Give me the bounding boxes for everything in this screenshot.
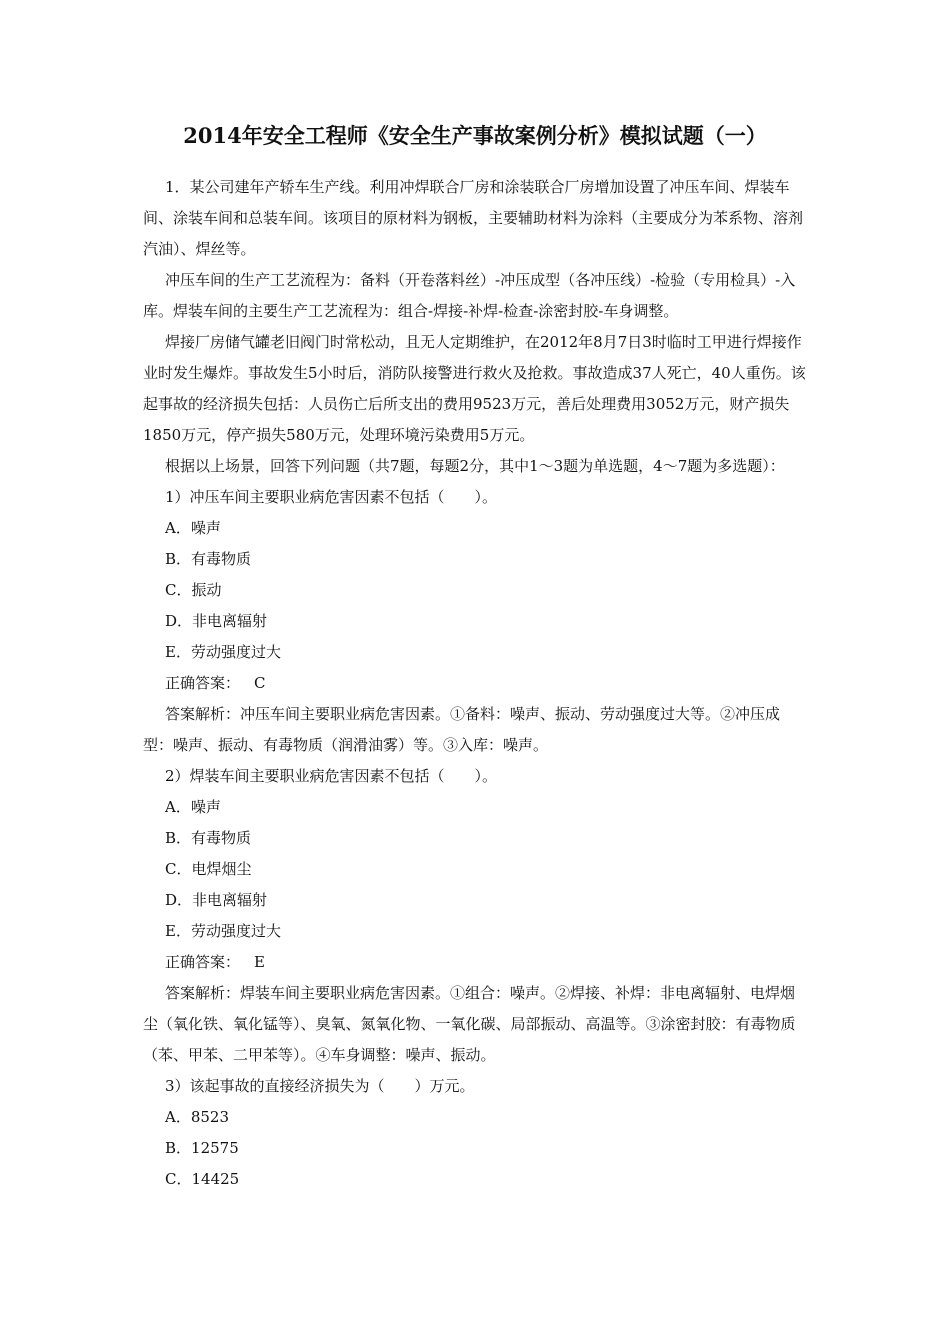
question-stem: 2）焊装车间主要职业病危害因素不包括（ ）。 bbox=[165, 767, 498, 785]
option-item: A．噪声 bbox=[165, 798, 221, 816]
answer-value: C bbox=[254, 674, 266, 692]
option-item: E．劳动强度过大 bbox=[165, 643, 281, 661]
scenario-paragraph: 焊接厂房储气罐老旧阀门时常松动，且无人定期维护，在2012年8月7日3时临时工甲进行焊接作业时发生爆炸。事故发生5小时后，消防队接警进行救火及抢救。事故造成37人死亡，40人重伤。该起事故的经济损失包括：人员伤亡后所支出的费用9523万元，善后处理费用3052万元，财产损失1850万元，停产损失580万元，处理环境污染费用5万元。 bbox=[143, 333, 806, 444]
option-item: C．电焊烟尘 bbox=[165, 860, 252, 878]
option-item: B．有毒物质 bbox=[165, 829, 252, 847]
answer-value: E bbox=[254, 953, 265, 971]
document-title: 2014年安全工程师《安全生产事故案例分析》模拟试题（一） bbox=[183, 123, 767, 148]
instruction-paragraph: 根据以上场景，回答下列问题（共7题，每题2分，其中1～3题为单选题，4～7题为多选题）： bbox=[165, 457, 785, 475]
document-body bbox=[143, 172, 808, 1195]
option-item: A．8523 bbox=[165, 1108, 230, 1126]
option-item: A．噪声 bbox=[165, 519, 221, 537]
scenario-paragraph: 冲压车间的生产工艺流程为：备料（开卷落料丝）-冲压成型（各冲压线）-检验（专用检具）-入库。焊装车间的主要生产工艺流程为：组合-焊接-补焊-检查-涂密封胶-车身调整。 bbox=[143, 271, 796, 320]
answer-label: 正确答案： bbox=[165, 674, 241, 692]
option-item: D．非电离辐射 bbox=[165, 891, 268, 909]
option-item: B．有毒物质 bbox=[165, 550, 252, 568]
option-item: D．非电离辐射 bbox=[165, 612, 268, 630]
question-stem: 1）冲压车间主要职业病危害因素不包括（ ）。 bbox=[165, 488, 498, 506]
option-item: C．振动 bbox=[165, 581, 222, 599]
option-item: C．14425 bbox=[165, 1170, 240, 1188]
answer-analysis: 答案解析：冲压车间主要职业病危害因素。①备料：噪声、振动、劳动强度过大等。②冲压成型：噪声、振动、有毒物质（润滑油雾）等。③入库：噪声。 bbox=[143, 705, 781, 754]
answer-label: 正确答案： bbox=[165, 953, 241, 971]
correct-answer bbox=[143, 668, 808, 699]
option-item: B．12575 bbox=[165, 1139, 239, 1157]
correct-answer bbox=[143, 947, 808, 978]
answer-analysis: 答案解析：焊装车间主要职业病危害因素。①组合：噪声。②焊接、补焊：非电离辐射、电焊烟尘（氧化铁、氧化锰等）、臭氧、氮氧化物、一氧化碳、局部振动、高温等。③涂密封胶：有毒物质（苯、甲苯、二甲苯等）。④车身调整：噪声、振动。 bbox=[143, 984, 796, 1064]
question-stem: 3）该起事故的直接经济损失为（ ）万元。 bbox=[165, 1077, 475, 1095]
scenario-paragraph: 1．某公司建年产轿车生产线。利用冲焊联合厂房和涂装联合厂房增加设置了冲压车间、焊装车间、涂装车间和总装车间。该项目的原材料为钢板，主要辅助材料为涂料（主要成分为苯系物、溶剂汽油）、焊丝等。 bbox=[143, 178, 804, 258]
option-item: E．劳动强度过大 bbox=[165, 922, 281, 940]
